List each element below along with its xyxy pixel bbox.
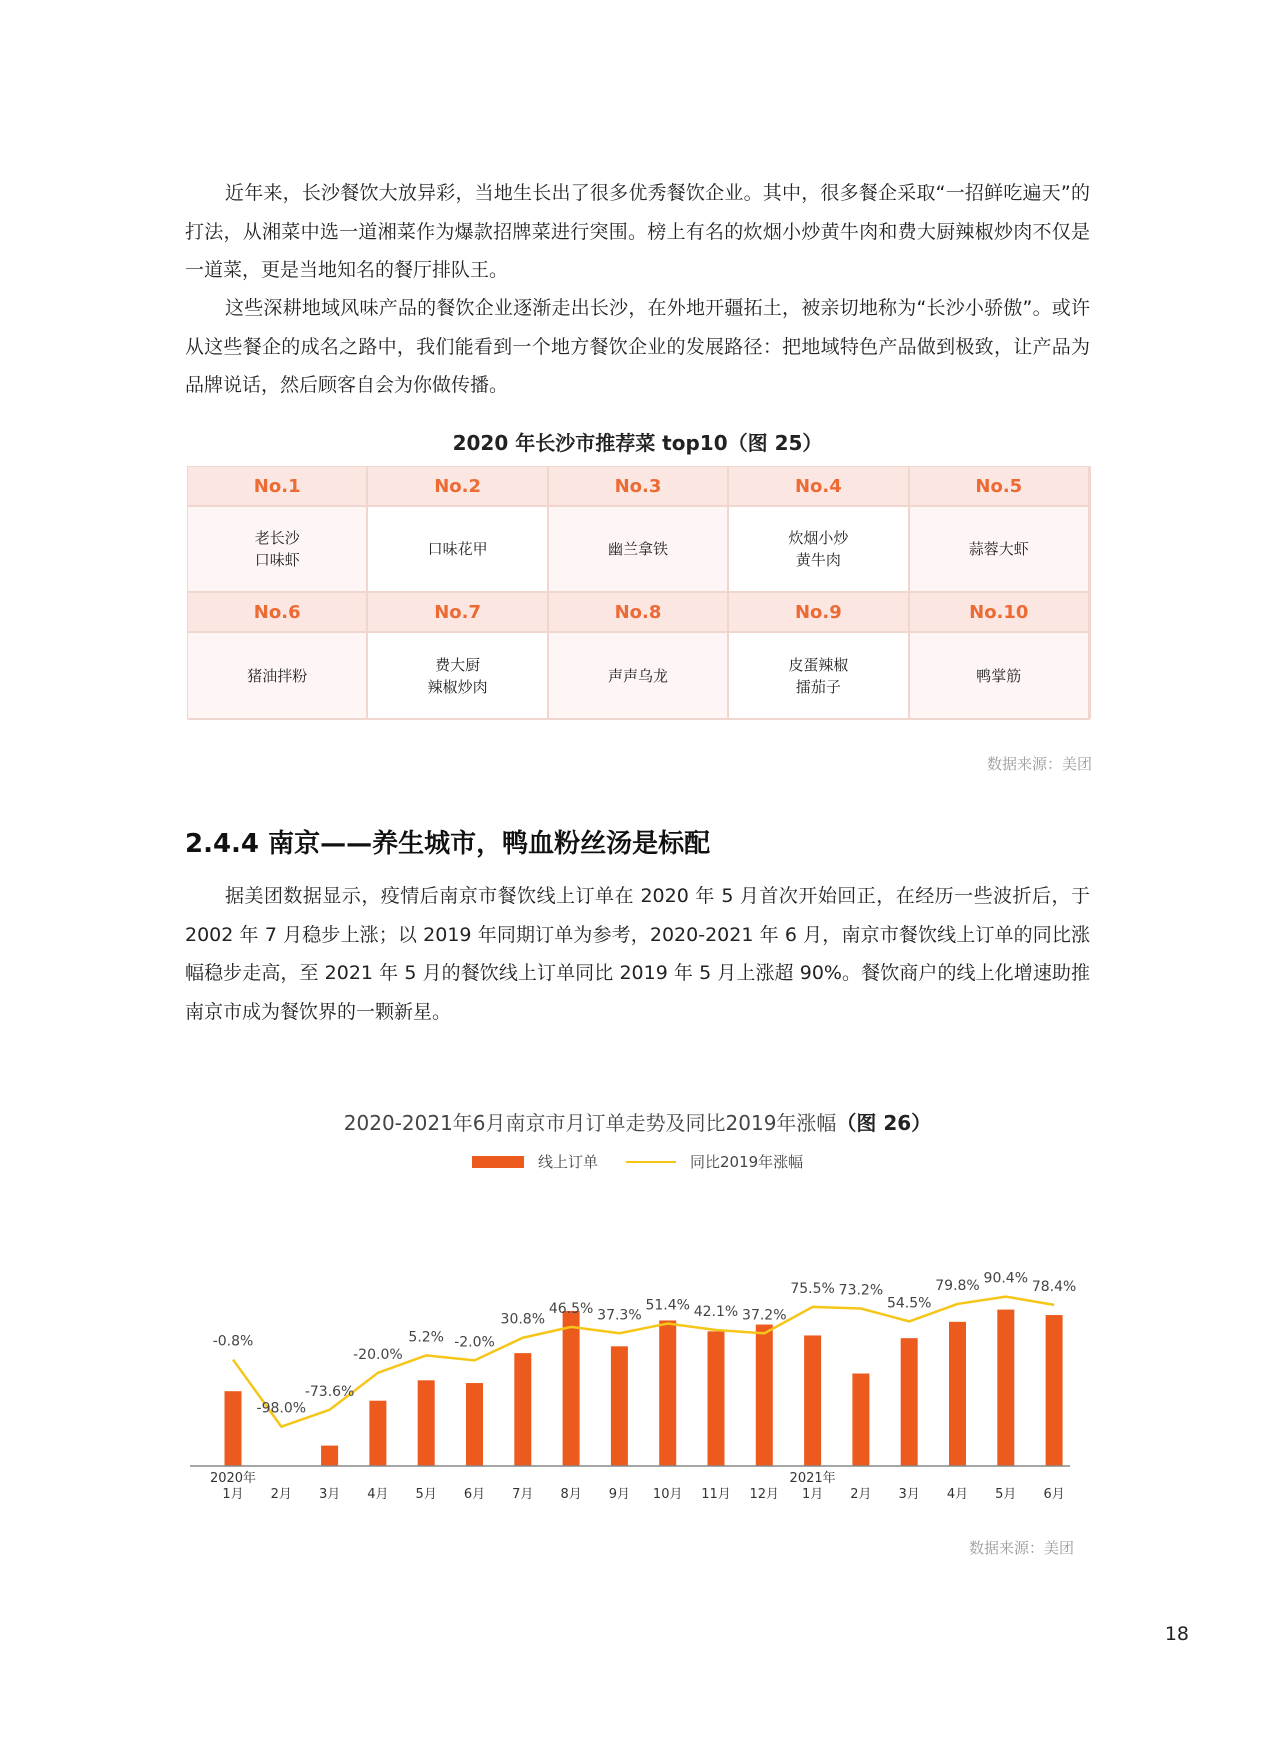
rank-cell: No.8 — [549, 593, 729, 633]
dish-cell: 声声乌龙 — [549, 633, 729, 720]
x-tick-label: 4月 — [946, 1487, 969, 1502]
growth-data-label: 54.5% — [886, 1295, 932, 1312]
x-tick-label: 9月 — [608, 1487, 631, 1502]
x-tick-label: 3月 — [898, 1487, 920, 1502]
chart-source: 数据来源：美团 — [968, 1539, 1074, 1557]
dish-cell: 老长沙 口味虾 — [188, 507, 368, 593]
growth-data-label: -20.0% — [353, 1346, 403, 1363]
growth-data-label: -98.0% — [256, 1400, 307, 1417]
top10-dishes-table — [187, 466, 1091, 719]
x-tick-label: 5月 — [415, 1487, 437, 1502]
growth-data-label: 37.2% — [742, 1307, 787, 1324]
rank-cell: No.6 — [188, 593, 368, 633]
growth-data-label: 37.3% — [597, 1307, 642, 1324]
chart-title-main: 2020-2021年6月南京市月订单走势及同比2019年涨幅 — [343, 1111, 837, 1135]
x-tick-label: 7月 — [512, 1487, 534, 1502]
growth-data-label: 30.8% — [500, 1311, 546, 1328]
x-tick-label: 11月 — [701, 1487, 731, 1502]
dish-cell: 鸭掌筋 — [910, 633, 1090, 720]
x-tick-label: 8月 — [560, 1487, 582, 1502]
growth-data-label: -2.0% — [454, 1334, 495, 1351]
table-source: 数据来源：美团 — [986, 755, 1092, 773]
x-tick-label: 12月 — [749, 1487, 780, 1502]
dish-cell: 猪油拌粉 — [188, 633, 368, 720]
growth-data-label: -73.6% — [304, 1383, 355, 1400]
growth-data-label: -0.8% — [212, 1333, 254, 1350]
x-tick-label: 5月 — [995, 1487, 1017, 1502]
rank-cell: No.1 — [188, 467, 368, 507]
bar — [514, 1353, 531, 1466]
bar — [852, 1374, 869, 1466]
x-tick-label: 2月 — [850, 1487, 872, 1502]
rank-cell: No.9 — [729, 593, 909, 633]
x-tick-label: 4月 — [367, 1487, 389, 1502]
chart-title — [185, 1107, 1090, 1136]
dish-cell: 口味花甲 — [368, 507, 548, 593]
bar — [1046, 1315, 1063, 1466]
rank-cell: No.2 — [368, 467, 548, 507]
dish-cell: 蒜蓉大虾 — [910, 507, 1090, 593]
dish-cell: 皮蛋辣椒 擂茄子 — [729, 633, 909, 720]
x-tick-label: 6月 — [463, 1487, 486, 1502]
rank-cell: No.10 — [910, 593, 1090, 633]
bar — [563, 1311, 580, 1466]
rank-cell: No.5 — [910, 467, 1090, 507]
bar — [369, 1401, 386, 1466]
x-tick-label: 3月 — [318, 1487, 341, 1502]
growth-data-label: 78.4% — [1031, 1278, 1077, 1295]
x-tick-label: 2月 — [270, 1487, 292, 1502]
growth-data-label: 5.2% — [408, 1329, 444, 1346]
x-year-label: 2021年 — [789, 1471, 836, 1486]
bar — [949, 1322, 966, 1466]
legend-item-orders — [472, 1151, 598, 1172]
legend-line-swatch — [626, 1161, 676, 1163]
bar — [804, 1335, 821, 1466]
intro-paragraph-2: 这些深耕地域风味产品的餐饮企业逐渐走出长沙，在外地开疆拓土，被亲切地称为“长沙小骄傲”。或许从这些餐企的成名之路中，我们能看到一个地方餐饮企业的发展路径：把地域特色产品做到极致，让产品为品牌说话，然后顾客自会为你做传播。 — [185, 297, 1090, 396]
orders-chart — [180, 1240, 1080, 1530]
chart-figure-tag: （图 26） — [836, 1111, 932, 1135]
x-tick-label: 1月 — [801, 1487, 824, 1502]
legend-bar-swatch — [472, 1156, 524, 1168]
growth-data-label: 75.5% — [790, 1280, 835, 1297]
bar — [225, 1391, 242, 1466]
bar — [708, 1331, 725, 1466]
growth-data-label: 90.4% — [983, 1270, 1029, 1287]
page-number: 18 — [1164, 1623, 1189, 1645]
bar — [418, 1380, 435, 1466]
growth-data-label: 73.2% — [838, 1282, 884, 1299]
bar — [997, 1310, 1014, 1466]
dish-cell: 费大厨 辣椒炒肉 — [368, 633, 548, 720]
legend-label: 线上订单 — [538, 1153, 599, 1171]
bar — [756, 1325, 773, 1466]
growth-data-label: 42.1% — [693, 1303, 739, 1320]
bar — [901, 1338, 918, 1466]
growth-data-label: 46.5% — [548, 1300, 594, 1317]
bar — [321, 1446, 338, 1466]
table-title: 2020 年长沙市推荐菜 top10（图 25） — [452, 431, 823, 455]
legend-label: 同比2019年涨幅 — [690, 1153, 804, 1171]
x-tick-label: 10月 — [652, 1487, 683, 1502]
x-tick-label: 1月 — [222, 1487, 244, 1502]
rank-cell: No.4 — [729, 467, 909, 507]
growth-data-label: 51.4% — [645, 1297, 690, 1314]
section-heading: 2.4.4 南京——养生城市，鸭血粉丝汤是标配 — [185, 829, 711, 859]
dish-cell: 炊烟小炒 黄牛肉 — [729, 507, 909, 593]
x-tick-label: 6月 — [1043, 1487, 1065, 1502]
legend-item-growth — [626, 1151, 803, 1172]
dish-cell: 幽兰拿铁 — [549, 507, 729, 593]
x-year-label: 2020年 — [209, 1471, 257, 1486]
bar — [466, 1383, 483, 1466]
growth-data-label: 79.8% — [935, 1277, 980, 1294]
rank-cell: No.3 — [549, 467, 729, 507]
bar — [611, 1346, 628, 1466]
bar — [659, 1320, 676, 1466]
rank-cell: No.7 — [368, 593, 548, 633]
intro-paragraph-1: 近年来，长沙餐饮大放异彩，当地生长出了很多优秀餐饮企业。其中，很多餐企采取“一招鲜吃遍天”的打法，从湘菜中选一道湘菜作为爆款招牌菜进行突围。榜上有名的炊烟小炒黄牛肉和费大厨辣椒炒肉不仅是一道菜，更是当地知名的餐厅排队王。 — [185, 182, 1090, 281]
nanjing-paragraph: 据美团数据显示，疫情后南京市餐饮线上订单在 2020 年 5 月首次开始回正，在经历一些波折后，于 2002 年 7 月稳步上涨；以 2019 年同期订单为参考，2020-2021 年 6 月，南京市餐饮线上订单的同比涨幅稳步走高，至 2021 年 5 月的餐饮线上订单同比 2019 年 5 月上涨超 90%。餐饮商户的线上化增速助推南京市成为餐饮界的一颗新星。 — [185, 885, 1090, 1023]
